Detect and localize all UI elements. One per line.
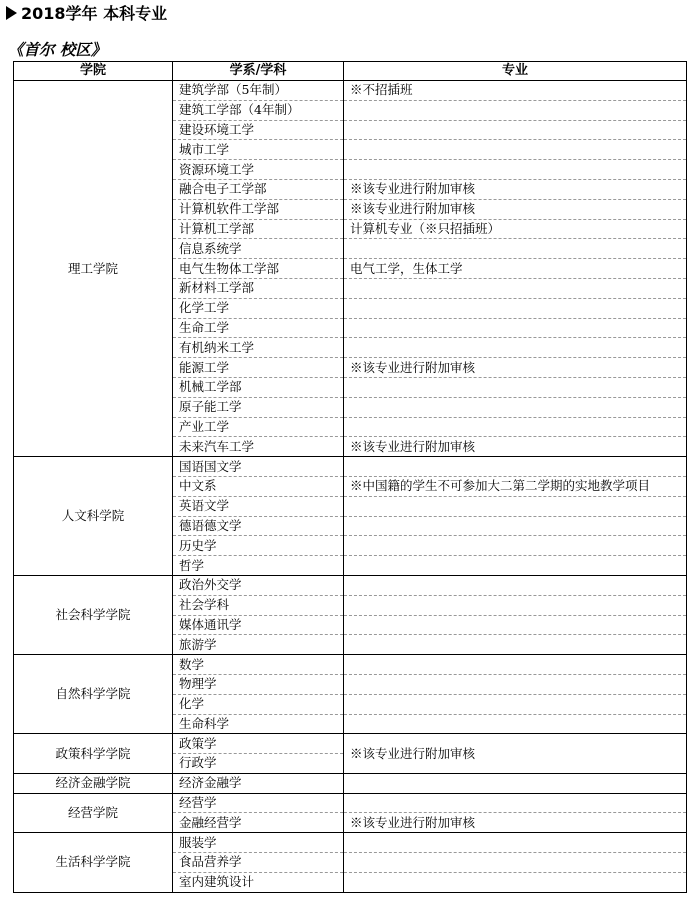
department-cell: 化学工学: [173, 298, 344, 318]
department-cell: 新材料工学部: [173, 278, 344, 298]
major-cell: [344, 278, 687, 298]
department-cell: 计算机软件工学部: [173, 199, 344, 219]
college-cell: 自然科学学院: [14, 655, 173, 734]
major-cell: [344, 160, 687, 180]
major-cell: [344, 833, 687, 853]
major-cell: [344, 496, 687, 516]
department-cell: 建筑工学部（4年制）: [173, 100, 344, 120]
major-cell: ※不招插班: [344, 81, 687, 101]
department-cell: 数学: [173, 655, 344, 675]
department-cell: 能源工学: [173, 358, 344, 378]
major-cell: [344, 556, 687, 576]
major-cell: [344, 595, 687, 615]
major-cell: [344, 536, 687, 556]
major-cell: [344, 773, 687, 793]
department-cell: 食品营养学: [173, 853, 344, 873]
table-row: [14, 833, 687, 853]
major-cell: ※该专业进行附加审核: [344, 734, 687, 774]
major-cell: [344, 655, 687, 675]
department-cell: 社会学科: [173, 595, 344, 615]
table-row: [14, 773, 687, 793]
department-cell: 国语国文学: [173, 457, 344, 477]
department-cell: 机械工学部: [173, 377, 344, 397]
major-cell: [344, 457, 687, 477]
college-cell: 经济金融学院: [14, 773, 173, 793]
department-cell: 信息系统学: [173, 239, 344, 259]
department-cell: 德语德文学: [173, 516, 344, 536]
department-cell: 电气生物体工学部: [173, 259, 344, 279]
department-cell: 原子能工学: [173, 397, 344, 417]
department-cell: 中文系: [173, 476, 344, 496]
department-cell: 旅游学: [173, 635, 344, 655]
major-cell: [344, 298, 687, 318]
majors-table: [13, 61, 687, 893]
major-cell: [344, 714, 687, 734]
table-row: [14, 734, 687, 754]
college-cell: 生活科学学院: [14, 833, 173, 892]
major-cell: [344, 575, 687, 595]
page-title-text: 2018学年 本科专业: [21, 4, 168, 23]
department-cell: 行政学: [173, 754, 344, 774]
major-cell: ※该专业进行附加审核: [344, 437, 687, 457]
department-cell: 化学: [173, 694, 344, 714]
department-cell: 媒体通讯学: [173, 615, 344, 635]
department-cell: 英语文学: [173, 496, 344, 516]
table-row: [14, 81, 687, 101]
major-cell: [344, 397, 687, 417]
major-cell: [344, 674, 687, 694]
department-cell: 资源环境工学: [173, 160, 344, 180]
page-title: [6, 3, 167, 25]
department-cell: 政策学: [173, 734, 344, 754]
major-cell: [344, 239, 687, 259]
header-major: 专业: [344, 62, 687, 81]
major-cell: 计算机专业（※只招插班）: [344, 219, 687, 239]
major-cell: [344, 793, 687, 813]
department-cell: 生命科学: [173, 714, 344, 734]
department-cell: 物理学: [173, 674, 344, 694]
college-cell: 社会科学学院: [14, 575, 173, 654]
major-cell: [344, 417, 687, 437]
college-cell: 理工学院: [14, 81, 173, 457]
major-cell: ※该专业进行附加审核: [344, 358, 687, 378]
major-cell: [344, 516, 687, 536]
department-cell: 建筑学部（5年制）: [173, 81, 344, 101]
department-cell: 服装学: [173, 833, 344, 853]
college-cell: 经营学院: [14, 793, 173, 833]
major-cell: [344, 694, 687, 714]
college-cell: 政策科学学院: [14, 734, 173, 774]
table-row: [14, 793, 687, 813]
major-cell: [344, 100, 687, 120]
major-cell: [344, 318, 687, 338]
department-cell: 建设环境工学: [173, 120, 344, 140]
table-row: [14, 457, 687, 477]
department-cell: 室内建筑设计: [173, 872, 344, 892]
header-row: [14, 62, 687, 81]
department-cell: 经营学: [173, 793, 344, 813]
major-cell: [344, 635, 687, 655]
department-cell: 金融经营学: [173, 813, 344, 833]
college-cell: 人文科学院: [14, 457, 173, 576]
department-cell: 哲学: [173, 556, 344, 576]
table-row: [14, 655, 687, 675]
table-body: [14, 81, 687, 893]
major-cell: ※该专业进行附加审核: [344, 813, 687, 833]
department-cell: 历史学: [173, 536, 344, 556]
table-row: [14, 575, 687, 595]
department-cell: 生命工学: [173, 318, 344, 338]
major-cell: [344, 140, 687, 160]
major-cell: [344, 377, 687, 397]
department-cell: 未来汽车工学: [173, 437, 344, 457]
major-cell: ※该专业进行附加审核: [344, 179, 687, 199]
major-cell: [344, 872, 687, 892]
department-cell: 城市工学: [173, 140, 344, 160]
department-cell: 计算机工学部: [173, 219, 344, 239]
department-cell: 产业工学: [173, 417, 344, 437]
major-cell: ※中国籍的学生不可参加大二第二学期的实地教学项目: [344, 476, 687, 496]
department-cell: 政治外交学: [173, 575, 344, 595]
major-cell: [344, 120, 687, 140]
major-cell: [344, 338, 687, 358]
campus-heading: 《首尔 校区》: [8, 40, 107, 59]
triangle-bullet-icon: [6, 6, 17, 20]
department-cell: 经济金融学: [173, 773, 344, 793]
major-cell: [344, 853, 687, 873]
header-department: 学系/学科: [173, 62, 344, 81]
department-cell: 融合电子工学部: [173, 179, 344, 199]
major-cell: [344, 615, 687, 635]
major-cell: ※该专业进行附加审核: [344, 199, 687, 219]
department-cell: 有机纳米工学: [173, 338, 344, 358]
major-cell: 电气工学，生体工学: [344, 259, 687, 279]
header-college: 学院: [14, 62, 173, 81]
